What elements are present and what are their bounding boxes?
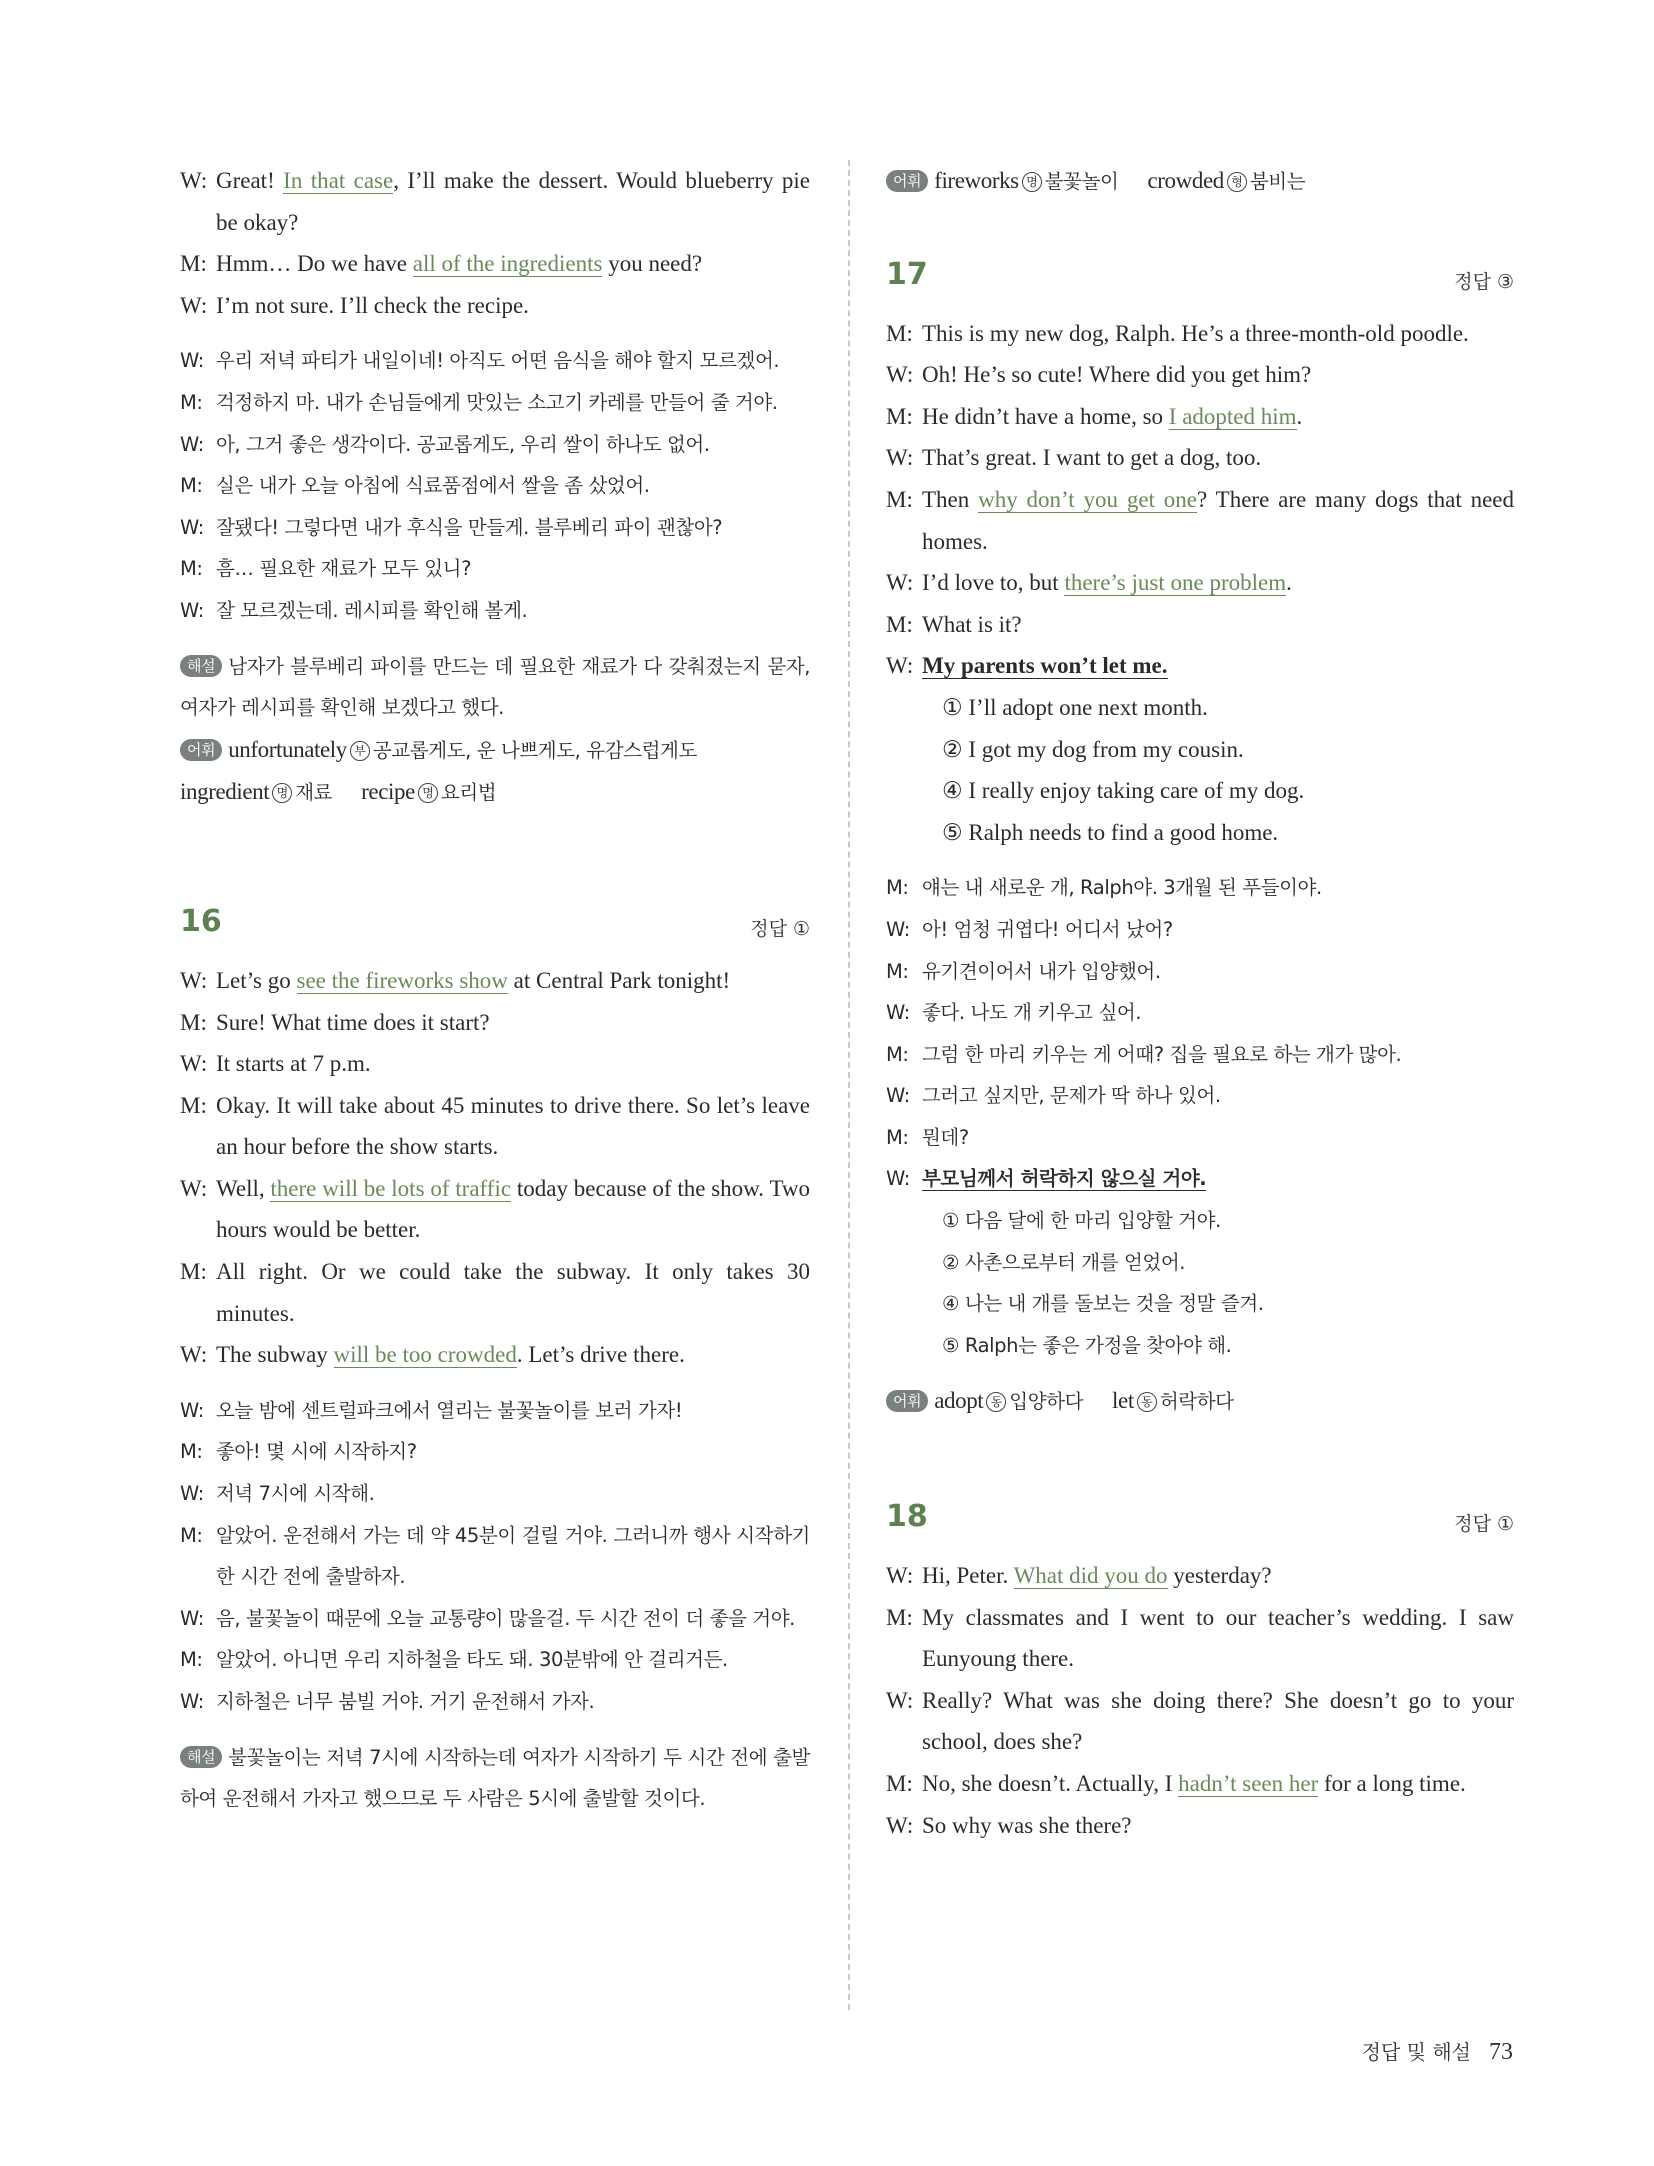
- dialogue-text: for a long time.: [1318, 1771, 1466, 1796]
- dialogue-text: 저녁 7시에 시작해.: [216, 1482, 375, 1506]
- dialogue-text: All right. Or we could take the subway. It only takes 30 minutes.: [216, 1259, 810, 1326]
- vocabulary-15: [180, 729, 810, 814]
- dialogue-text: 그러고 싶지만, 문제가 딱 하나 있어.: [922, 1084, 1221, 1108]
- dialogue-18-english: [886, 1555, 1514, 1846]
- answer-option: ① I’ll adopt one next month.: [942, 694, 1208, 720]
- speaker-label: W:: [886, 1167, 910, 1191]
- dialogue-text: today because of the show. Two hours would be better.: [216, 1175, 810, 1243]
- dialogue-line: [180, 960, 810, 1002]
- dialogue-line: [886, 1763, 1514, 1805]
- vocabulary-tag: 어휘: [886, 1390, 928, 1412]
- speaker-label: W:: [180, 292, 208, 318]
- question-18-header: [886, 1489, 1514, 1555]
- speaker-label: M:: [886, 1771, 913, 1796]
- speaker-label: W:: [180, 1690, 204, 1713]
- answer-option: ② I got my dog from my cousin.: [942, 736, 1244, 762]
- speaker-label: M:: [180, 1259, 207, 1285]
- dialogue-line: [886, 479, 1514, 562]
- fill-in-answer: In that case: [283, 168, 394, 193]
- explanation-16: [180, 1737, 810, 1820]
- answer-label: 정답 ①: [1454, 1513, 1514, 1536]
- dialogue-text: 알았어. 운전해서 가는 데 약 45분이 걸릴 거야. 그러니까 행사 시작하기 한 시간 전에 출발하자.: [216, 1523, 810, 1589]
- speaker-label: M:: [886, 959, 909, 983]
- answer-option: ④ 나는 내 개를 돌보는 것을 정말 즐겨.: [942, 1292, 1264, 1316]
- dialogue-text: 유기견이어서 내가 입양했어.: [922, 959, 1161, 983]
- dialogue-text: Oh! He’s so cute! Where did you get him?: [922, 362, 1312, 388]
- dialogue-text: Let’s go: [216, 967, 297, 993]
- speaker-label: M:: [886, 611, 913, 637]
- dialogue-text: I’d love to, but: [922, 570, 1065, 596]
- speaker-label: M:: [180, 1092, 207, 1118]
- dialogue-text: 좋아! 몇 시에 시작하지?: [216, 1440, 417, 1464]
- dialogue-line: [180, 1681, 810, 1723]
- fill-in-answer: there’s just one problem: [1064, 570, 1287, 596]
- speaker-label: W:: [180, 1175, 208, 1201]
- dialogue-text: My classmates and I went to our teacher’s wedding. I saw Eunyoung there.: [922, 1604, 1514, 1672]
- explanation-tag: 해설: [180, 655, 222, 677]
- dialogue-text: 우리 저녁 파티가 내일이네! 아직도 어떤 음식을 해야 할지 모르겠어.: [216, 349, 780, 373]
- vocabulary-tag: 어휘: [886, 170, 928, 192]
- dialogue-text: The subway: [216, 1342, 334, 1368]
- speaker-label: W:: [886, 917, 910, 941]
- dialogue-line: [886, 1680, 1514, 1763]
- speaker-label: M:: [180, 1648, 203, 1672]
- dialogue-text: .: [1286, 570, 1292, 596]
- speaker-label: W:: [886, 1001, 910, 1025]
- dialogue-line: [180, 1390, 810, 1432]
- dialogue-line: [180, 243, 810, 285]
- dialogue-line: [886, 1075, 1514, 1117]
- vocab-word: ingredient: [180, 779, 270, 805]
- speaker-label: W:: [886, 1563, 914, 1589]
- explanation-tag: 해설: [180, 1746, 222, 1768]
- vocab-word: unfortunately: [228, 736, 347, 762]
- dialogue-line: [180, 1168, 810, 1251]
- dialogue-line: [180, 1431, 810, 1473]
- footer-label: 정답 및 해설: [1361, 2040, 1471, 2064]
- dialogue-16-korean: [180, 1390, 810, 1723]
- question-16-header: [180, 894, 810, 960]
- answer-option: ④ I really enjoy taking care of my dog.: [942, 778, 1305, 804]
- dialogue-text: 실은 내가 오늘 아침에 식료품점에서 쌀을 좀 샀었어.: [216, 474, 650, 498]
- vocab-word: let: [1112, 1388, 1134, 1414]
- dialogue-text: Really? What was she doing there? She doesn’t go to your school, does she?: [922, 1687, 1514, 1755]
- speaker-label: W:: [180, 349, 204, 373]
- dialogue-text: Well,: [216, 1175, 271, 1201]
- speaker-label: W:: [886, 445, 914, 471]
- dialogue-line: [180, 1085, 810, 1168]
- dialogue-line: [180, 1473, 810, 1515]
- dialogue-text: 아! 엄청 귀엽다! 어디서 났어?: [922, 917, 1173, 941]
- vocab-meaning: 불꽃놀이: [1044, 170, 1119, 193]
- dialogue-line: [180, 590, 810, 632]
- dialogue-text: at Central Park tonight!: [507, 967, 731, 993]
- speaker-label: M:: [886, 486, 913, 512]
- dialogue-line: [886, 645, 1514, 687]
- dialogue-line: [886, 354, 1514, 396]
- dialogue-text: Then: [922, 486, 979, 512]
- pos-marker: 형: [1227, 172, 1247, 192]
- fill-in-answer: hadn’t seen her: [1178, 1771, 1319, 1796]
- key-sentence: My parents won’t let me.: [922, 653, 1168, 679]
- dialogue-line: [886, 1555, 1514, 1597]
- dialogue-line: [886, 437, 1514, 479]
- dialogue-line: [886, 909, 1514, 951]
- dialogue-text: 잘됐다! 그렇다면 내가 후식을 만들게. 블루베리 파이 괜찮아?: [216, 515, 723, 539]
- dialogue-text: 흠… 필요한 재료가 모두 있니?: [216, 557, 472, 581]
- dialogue-line: [180, 548, 810, 590]
- vocab-word: crowded: [1147, 168, 1224, 193]
- dialogue-text: 잘 모르겠는데. 레시피를 확인해 볼게.: [216, 598, 528, 622]
- dialogue-text: I’m not sure. I’ll check the recipe.: [216, 292, 529, 318]
- vocab-word: adopt: [934, 1388, 984, 1414]
- dialogue-line: [180, 1515, 810, 1598]
- dialogue-text: 뭔데?: [922, 1125, 969, 1149]
- question-17-header: [886, 247, 1514, 313]
- answer-option: ① 다음 달에 한 마리 입양할 거야.: [942, 1209, 1221, 1233]
- speaker-label: M:: [886, 876, 909, 900]
- answer-option: ② 사촌으로부터 개를 얻었어.: [942, 1250, 1186, 1274]
- dialogue-text: So why was she there?: [922, 1812, 1132, 1838]
- explanation-text: 불꽃놀이는 저녁 7시에 시작하는데 여자가 시작하기 두 시간 전에 출발하여 운전해서 가자고 했으므로 두 사람은 5시에 출발할 것이다.: [180, 1745, 810, 1811]
- dialogue-text: 지하철은 너무 붐빌 거야. 거기 운전해서 가자.: [216, 1690, 595, 1713]
- fill-in-answer: What did you do: [1013, 1563, 1168, 1589]
- pos-marker: 명: [1022, 172, 1042, 192]
- dialogue-line: [180, 160, 810, 243]
- dialogue-line: [180, 382, 810, 424]
- page-number: 73: [1489, 2039, 1513, 2065]
- dialogue-16-english: [180, 960, 810, 1376]
- dialogue-text: Okay. It will take about 45 minutes to drive there. So let’s leave an hour before the show starts.: [216, 1092, 810, 1160]
- dialogue-text: .: [1296, 403, 1303, 429]
- dialogue-text: 걱정하지 마. 내가 손님들에게 맛있는 소고기 카레를 만들어 줄 거야.: [216, 390, 778, 414]
- speaker-label: W:: [180, 1606, 204, 1630]
- vocab-word: fireworks: [934, 168, 1019, 193]
- vocabulary-17: [886, 1380, 1514, 1423]
- question-number: 18: [886, 1499, 928, 1535]
- answer-label: 정답 ①: [750, 917, 810, 940]
- speaker-label: M:: [180, 1523, 203, 1547]
- dialogue-text: yesterday?: [1167, 1563, 1272, 1589]
- options-17-english: [886, 687, 1514, 853]
- pos-marker: 명: [418, 783, 438, 803]
- speaker-label: W:: [180, 168, 208, 193]
- fill-in-answer: there will be lots of traffic: [270, 1175, 512, 1201]
- dialogue-text: 얘는 내 새로운 개, Ralph야. 3개월 된 푸들이야.: [922, 876, 1322, 900]
- dialogue-17-korean: [886, 867, 1514, 1200]
- speaker-label: W:: [886, 1687, 914, 1713]
- vocab-word: recipe: [361, 779, 415, 805]
- fill-in-answer: I adopted him: [1168, 403, 1297, 429]
- dialogue-text: Hmm… Do we have: [216, 251, 413, 277]
- speaker-label: M:: [180, 251, 207, 277]
- speaker-label: M:: [886, 1604, 913, 1630]
- speaker-label: M:: [886, 320, 913, 346]
- dialogue-line: [180, 1639, 810, 1681]
- dialogue-line: [180, 1251, 810, 1334]
- dialogue-line: [886, 1034, 1514, 1076]
- fill-in-answer: will be too crowded: [333, 1342, 517, 1368]
- speaker-label: M:: [180, 1009, 207, 1035]
- dialogue-15-korean: [180, 340, 810, 631]
- pos-marker: 동: [1137, 1392, 1157, 1412]
- dialogue-text: . Let’s drive there.: [516, 1342, 685, 1368]
- speaker-label: W:: [180, 1342, 208, 1368]
- speaker-label: W:: [886, 570, 914, 596]
- question-number: 16: [180, 903, 222, 939]
- pos-marker: 부: [350, 741, 370, 761]
- fill-in-answer: why don’t you get one: [978, 486, 1198, 512]
- explanation-text: 남자가 블루베리 파이를 만드는 데 필요한 재료가 다 갖춰졌는지 묻자, 여자가 레시피를 확인해 보겠다고 했다.: [180, 654, 810, 720]
- vocab-meaning: 재료: [295, 781, 333, 805]
- vocab-meaning: 허락하다: [1159, 1390, 1234, 1414]
- speaker-label: W:: [180, 1398, 204, 1422]
- dialogue-text: 좋다. 나도 개 키우고 싶어.: [922, 1001, 1142, 1025]
- dialogue-text: you need?: [602, 251, 703, 277]
- speaker-label: W:: [886, 1812, 914, 1838]
- dialogue-text: No, she doesn’t. Actually, I: [922, 1771, 1179, 1796]
- explanation-15: [180, 646, 810, 729]
- vocab-meaning: 공교롭게도, 운 나쁘게도, 유감스럽게도: [372, 738, 697, 762]
- dialogue-line: [886, 604, 1514, 646]
- right-column: [886, 160, 1514, 1846]
- speaker-label: M:: [886, 403, 913, 429]
- dialogue-line: [180, 285, 810, 327]
- vocab-meaning: 요리법: [440, 781, 497, 805]
- left-column: [180, 160, 810, 1820]
- dialogue-line: [886, 1597, 1514, 1680]
- dialogue-line: [886, 313, 1514, 355]
- dialogue-line: [886, 1805, 1514, 1847]
- dialogue-text: What is it?: [922, 611, 1022, 637]
- speaker-label: M:: [180, 474, 203, 498]
- speaker-label: W:: [180, 515, 204, 539]
- dialogue-text: He didn’t have a home, so: [922, 403, 1169, 429]
- speaker-label: M:: [180, 1440, 203, 1464]
- dialogue-text: Great!: [216, 168, 284, 193]
- options-17-korean: [886, 1200, 1514, 1366]
- dialogue-text: 부모님께서 허락하지 않으실 거야.: [922, 1167, 1207, 1191]
- speaker-label: W:: [886, 653, 914, 679]
- dialogue-text: 그럼 한 마리 키우는 게 어때? 집을 필요로 하는 개가 많아.: [922, 1042, 1402, 1066]
- dialogue-15-english: [180, 160, 810, 326]
- dialogue-line: [180, 507, 810, 549]
- speaker-label: M:: [180, 557, 203, 581]
- vocabulary-tag: 어휘: [180, 739, 222, 761]
- answer-option: ⑤ Ralph는 좋은 가정을 찾아야 해.: [942, 1333, 1232, 1357]
- dialogue-text: 아, 그거 좋은 생각이다. 공교롭게도, 우리 쌀이 하나도 없어.: [216, 432, 710, 456]
- answer-option: ⑤ Ralph needs to find a good home.: [942, 819, 1279, 845]
- speaker-label: M:: [180, 390, 203, 414]
- speaker-label: W:: [886, 362, 914, 388]
- speaker-label: W:: [886, 1084, 910, 1108]
- speaker-label: W:: [180, 1051, 208, 1077]
- pos-marker: 명: [272, 783, 292, 803]
- dialogue-line: [180, 1002, 810, 1044]
- column-divider: [848, 160, 850, 2010]
- vocabulary-16: [886, 160, 1514, 203]
- speaker-label: W:: [180, 432, 204, 456]
- dialogue-line: [180, 424, 810, 466]
- question-number: 17: [886, 256, 928, 292]
- dialogue-line: [886, 396, 1514, 438]
- dialogue-line: [180, 465, 810, 507]
- speaker-label: M:: [886, 1125, 909, 1149]
- speaker-label: W:: [180, 1482, 204, 1506]
- dialogue-line: [886, 562, 1514, 604]
- dialogue-text: 알았어. 아니면 우리 지하철을 타도 돼. 30분밖에 안 걸리거든.: [216, 1648, 728, 1672]
- dialogue-line: [180, 1043, 810, 1085]
- pos-marker: 동: [986, 1392, 1006, 1412]
- dialogue-line: [886, 992, 1514, 1034]
- dialogue-17-english: [886, 313, 1514, 687]
- dialogue-text: 오늘 밤에 센트럴파크에서 열리는 불꽃놀이를 보러 가자!: [216, 1398, 683, 1422]
- vocab-meaning: 붐비는: [1249, 170, 1306, 193]
- speaker-label: W:: [180, 967, 208, 993]
- fill-in-answer: all of the ingredients: [412, 251, 603, 277]
- dialogue-text: 음, 불꽃놀이 때문에 오늘 교통량이 많을걸. 두 시간 전이 더 좋을 거야.: [216, 1606, 795, 1630]
- page-footer: [1362, 2036, 1513, 2066]
- answer-label: 정답 ③: [1454, 270, 1514, 293]
- dialogue-text: , I’ll make the dessert. Would blueberry pie be okay?: [216, 168, 810, 235]
- dialogue-text: Sure! What time does it start?: [216, 1009, 490, 1035]
- dialogue-line: [180, 1334, 810, 1376]
- fill-in-answer: see the fireworks show: [296, 967, 508, 993]
- dialogue-line: [886, 951, 1514, 993]
- speaker-label: W:: [180, 598, 204, 622]
- dialogue-line: [180, 340, 810, 382]
- dialogue-text: Hi, Peter.: [922, 1563, 1014, 1589]
- dialogue-text: That’s great. I want to get a dog, too.: [922, 445, 1262, 471]
- dialogue-line: [886, 867, 1514, 909]
- vocab-meaning: 입양하다: [1009, 1390, 1084, 1414]
- dialogue-line: [886, 1117, 1514, 1159]
- dialogue-text: ? There are many dogs that need homes.: [922, 486, 1514, 554]
- dialogue-text: This is my new dog, Ralph. He’s a three-month-old poodle.: [922, 320, 1469, 346]
- speaker-label: M:: [886, 1042, 909, 1066]
- dialogue-line: [180, 1598, 810, 1640]
- dialogue-text: It starts at 7 p.m.: [216, 1051, 371, 1077]
- dialogue-line: [886, 1158, 1514, 1200]
